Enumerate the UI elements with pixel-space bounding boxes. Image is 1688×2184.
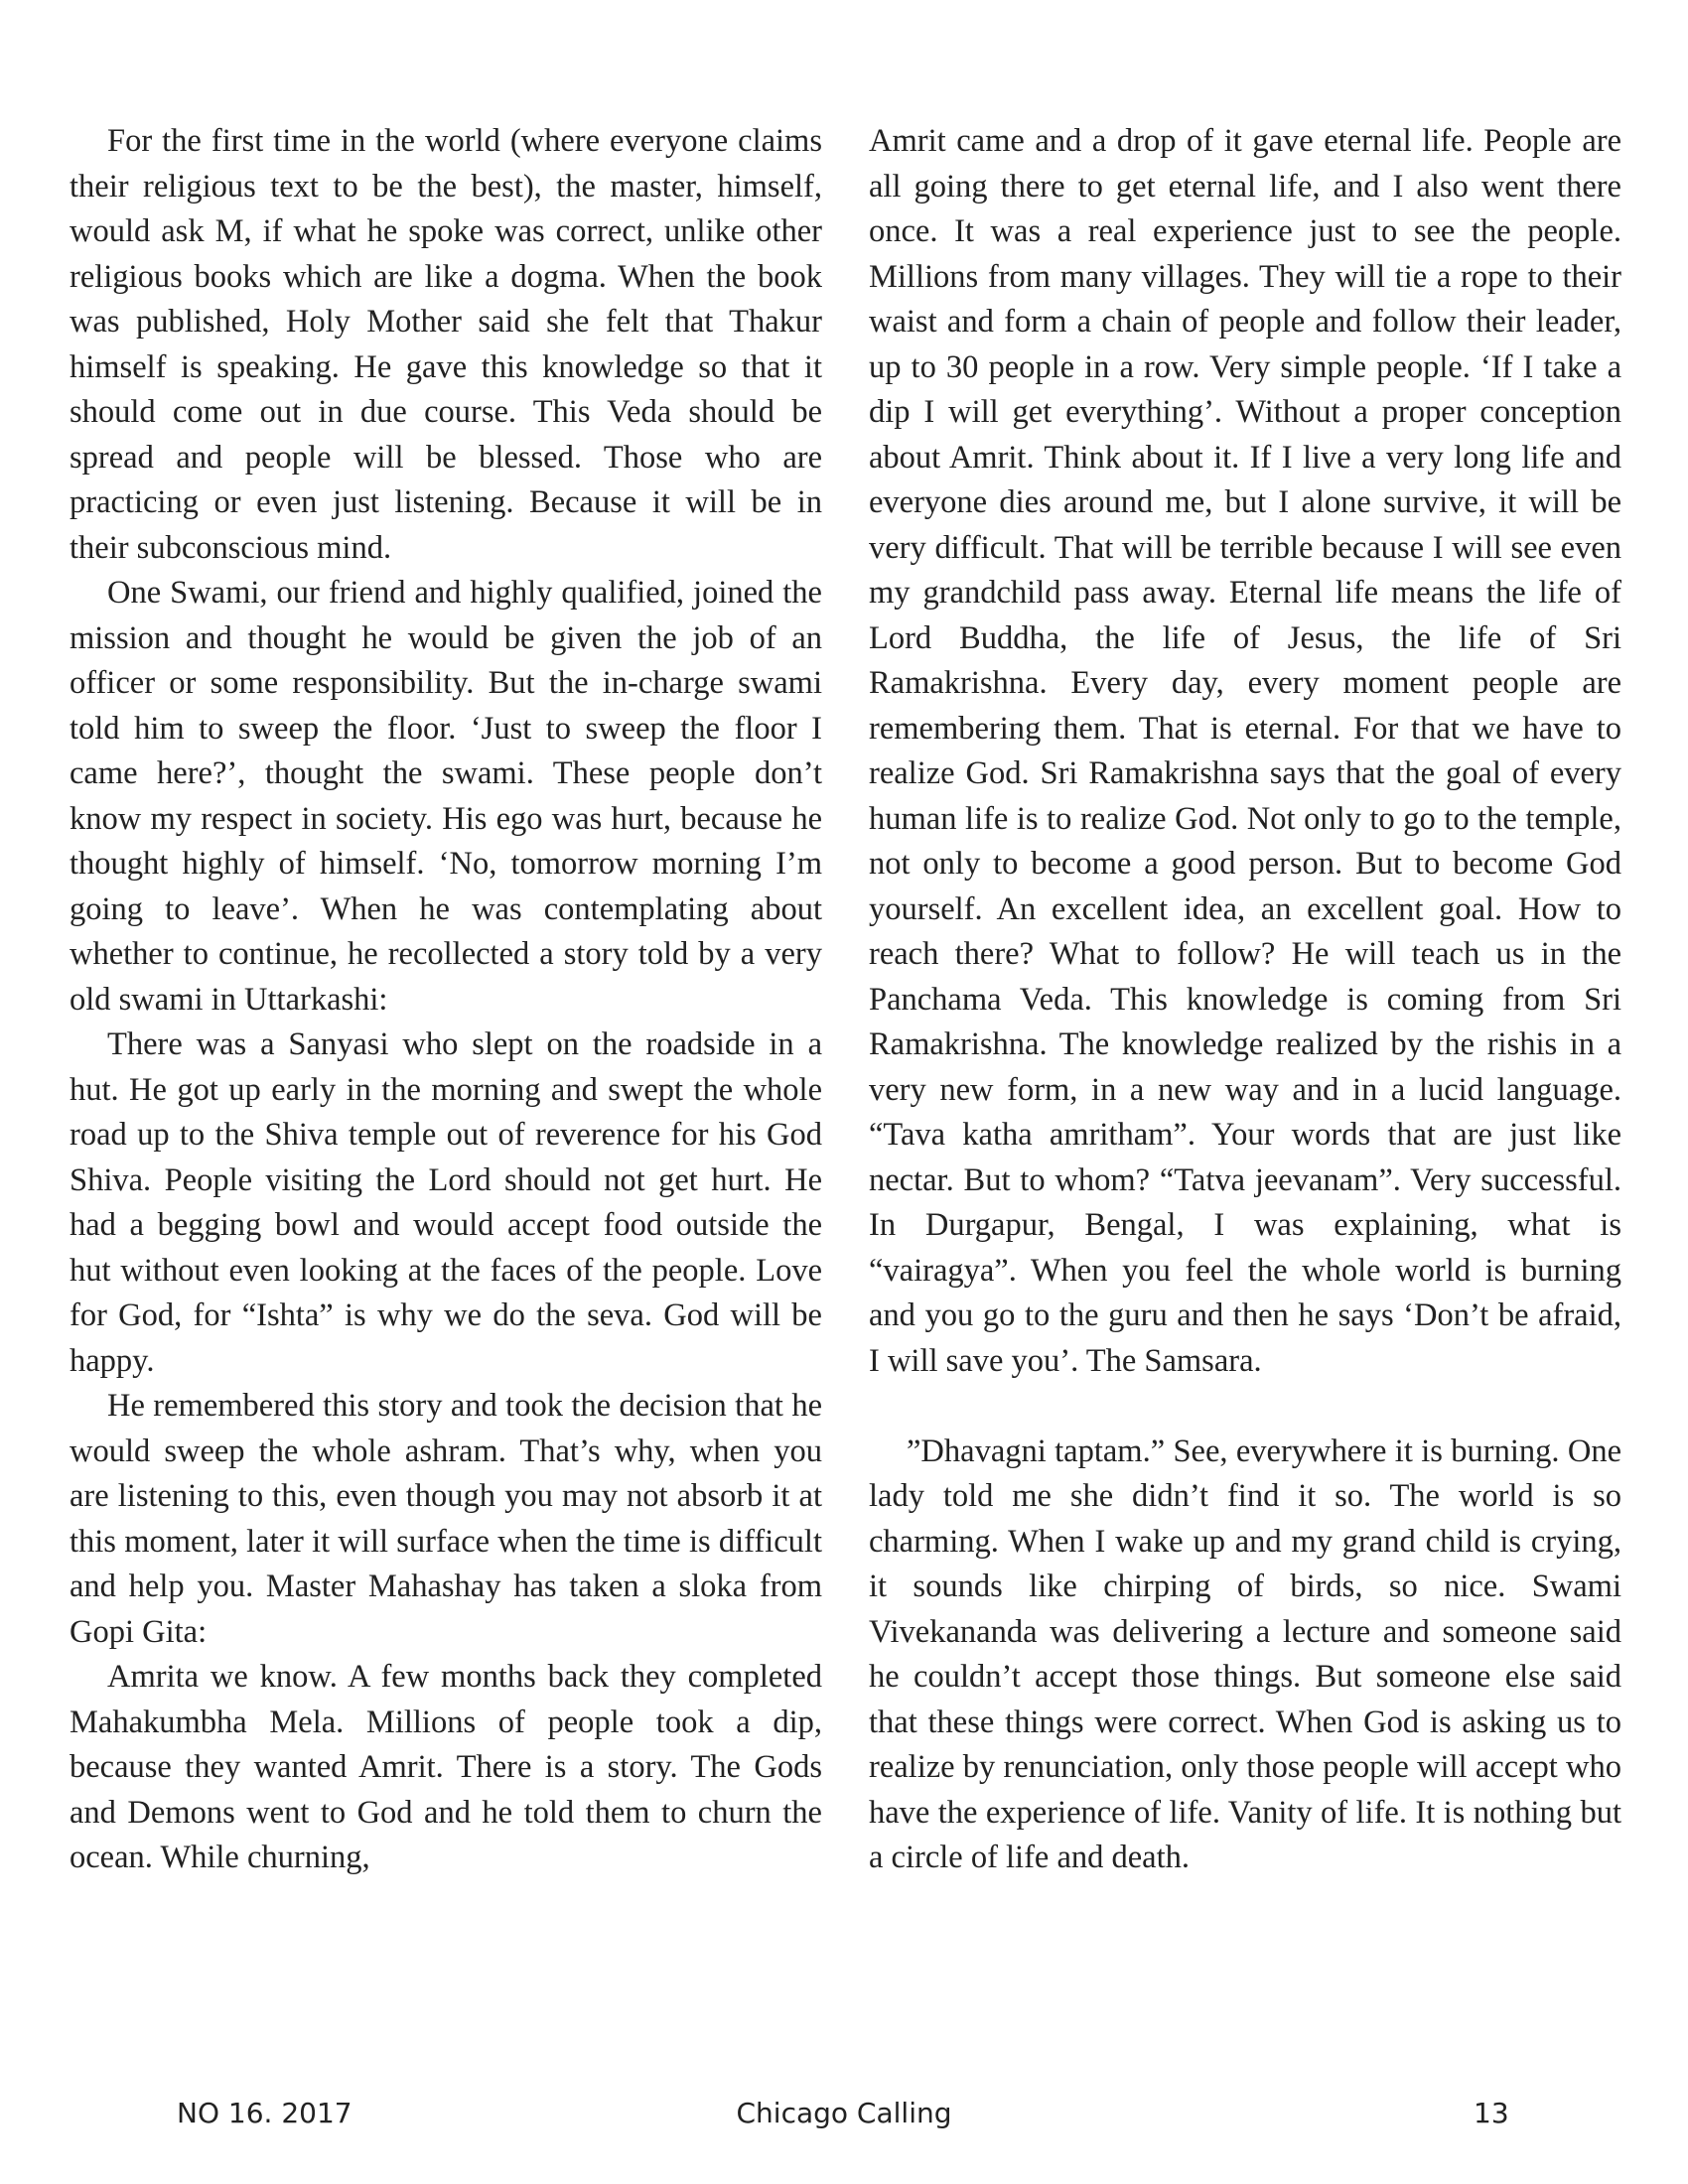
paragraph: For the first time in the world (where everyone claims their religious text to be the best), the master, himself, would ask M, if what he spoke was correct, unlike other religious books which are like a dogma. When the book was published, Holy Mother said she felt that Thakur himself is speaking. He gave this knowledge so that it should come out in due course. This Veda should be spread and people will be blessed. Those who are practicing or even just listening. Because it will be in their subconscious mind.: [70, 123, 822, 566]
paragraph: ”Dhavagni taptam.” See, everywhere it is burning. One lady told me she didn’t find it so. The world is so charming. When I wake up and my grand child is crying, it sounds like chirping of birds, so nice. Swami Vivekananda was delivering a lecture and someone said he couldn’t accept those things. But someone else said that these things were correct. When God is asking us to realize by renunciation, only those people will accept who have the experience of life. Vanity of life. It is nothing but a circle of life and death.: [869, 1433, 1621, 1875]
paragraph: There was a Sanyasi who slept on the roadside in a hut. He got up early in the morning and swept the whole road up to the Shiva temple out of reverence for his God Shiva. People visiting the Lord should not get hurt. He had a begging bowl and would accept food outside the hut without even looking at the faces of the people. Love for God, for “Ishta” is why we do the seva. God will be happy.: [70, 1026, 822, 1379]
left-column: [70, 119, 822, 1881]
right-column: [869, 119, 1621, 1881]
paragraph: Amrita we know. A few months back they completed Mahakumbha Mela. Millions of people took a dip, because they wanted Amrit. There is a story. The Gods and Demons went to God and he told them to churn the ocean. While churning,: [70, 1659, 822, 1875]
paragraph: One Swami, our friend and highly qualified, joined the mission and thought he would be given the job of an officer or some responsibility. But the in-charge swami told him to sweep the floor. ‘Just to sweep the floor I came here?’, thought the swami. These people don’t know my respect in society. His ego was hurt, because he thought highly of himself. ‘No, tomorrow morning I’m going to leave’. When he was contemplating about whether to continue, he recollected a story told by a very old swami in Uttarkashi:: [70, 575, 822, 1018]
paragraph: He remembered this story and took the decision that he would sweep the whole ashram. That’s why, when you are listening to this, even though you may not absorb it at this moment, later it will surface when the time is difficult and help you. Master Mahashay has taken a sloka from Gopi Gita:: [70, 1388, 822, 1650]
paragraph: Amrit came and a drop of it gave eternal life. People are all going there to get eternal life, and I also went there once. It was a real experience just to see the people. Millions from many villages. They will tie a rope to their waist and form a chain of people and follow their leader, up to 30 people in a row. Very simple people. ‘If I take a dip I will get everything’. Without a proper conception about Amrit. Think about it. If I live a very long life and everyone dies around me, but I alone survive, it will be very difficult. That will be terrible because I will see even my grandchild pass away. Eternal life means the life of Lord Buddha, the life of Jesus, the life of Sri Ramakrishna. Every day, every moment people are remembering them. That is eternal. For that we have to realize God. Sri Ramakrishna says that the goal of every human life is to realize God. Not only to go to the temple, not only to become a good person. But to become God yourself. An excellent idea, an excellent goal. How to reach there? What to follow? He will teach us in the Panchama Veda. This knowledge is coming from Sri Ramakrishna. The knowledge realized by the rishis in a very new form, in a new way and in a lucid language. “Tava katha amritham”. Your words that are just like nectar. But to whom? “Tatva jeevanam”. Very successful. In Durgapur, Bengal, I was explaining, what is “vairagya”. When you feel the whole world is burning and you go to the guru and then he says ‘Don’t be afraid, I will save you’. The Samsara.: [869, 123, 1621, 1379]
issue-number: NO 16. 2017: [177, 2097, 352, 2129]
page-number: 13: [1474, 2097, 1509, 2129]
page-footer: [0, 2097, 1688, 2136]
publication-title: Chicago Calling: [736, 2097, 952, 2129]
